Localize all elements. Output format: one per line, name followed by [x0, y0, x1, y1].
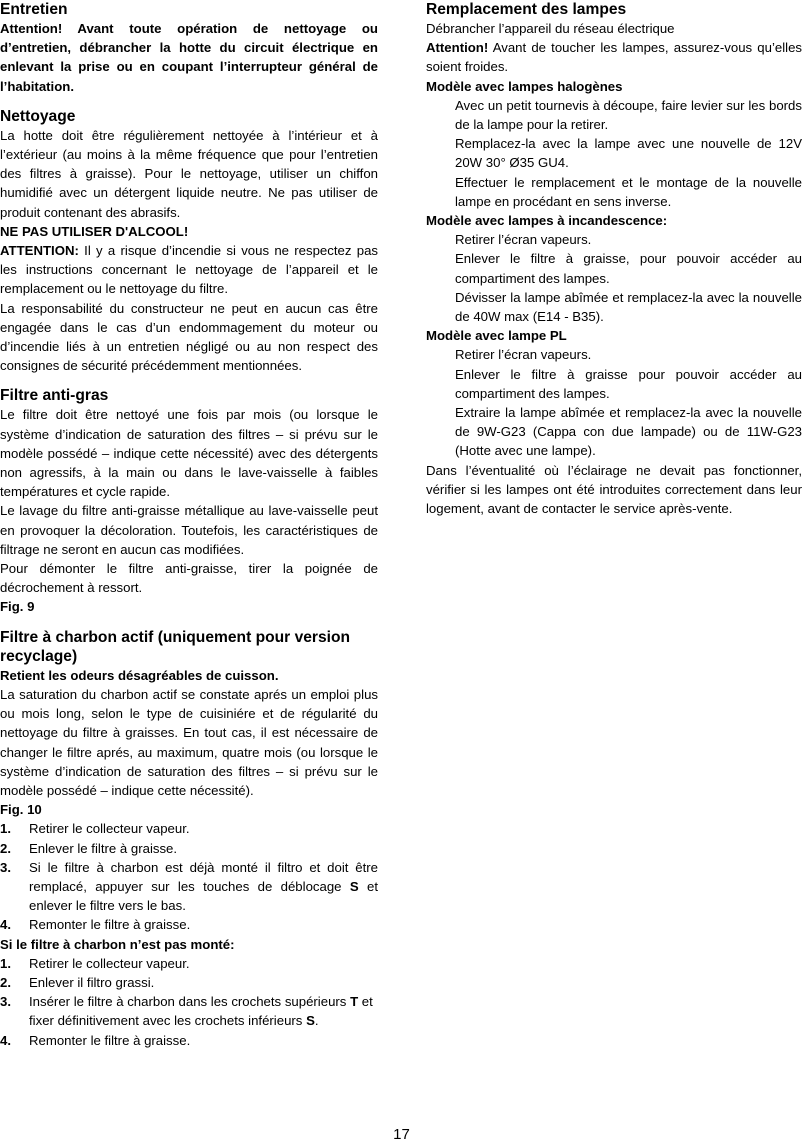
- incandescent-step: Retirer l’écran vapeurs.: [455, 232, 592, 248]
- list-item: [0, 973, 378, 992]
- step-text: Retirer le collecteur vapeur.: [29, 955, 190, 971]
- pl-step: Enlever le filtre à graisse pour pouvoir accéder au compartiment des lampes.: [455, 366, 802, 401]
- step-text: Insérer le filtre à charbon dans les crochets supérieurs T et fixer définitivement avec les crochets inférieurs S.: [29, 994, 373, 1029]
- filtre-gras-p1: Le filtre doit être nettoyé une fois par mois (ou lorsque le système d’indication de saturation des filtres – si prévu sur le modèle possédé – indique cette nécessité) avec des détergents non agressifs, à la main ou dans le lave-vaisselle à faibles températures et cycle rapide.: [0, 407, 378, 500]
- pl-step: Extraire la lampe abîmée et remplacez-la avec la nouvelle de 9W-G23 (Cappa con due lampade) ou de 11W-G23 (Hotte avec une lampe).: [455, 405, 802, 459]
- fig-9-label: Fig. 9: [0, 599, 35, 615]
- left-column: [0, 0, 378, 1050]
- step-number: 3.: [0, 859, 11, 875]
- halogen-step: Avec un petit tournevis à découpe, faire levier sur les bords de la lampe pour la retirer.: [455, 97, 802, 133]
- filtre-gras-p3: Pour démonter le filtre anti-graisse, tirer la poignée de décrochement à ressort.: [0, 561, 378, 596]
- lampes-heading: Remplacement des lampes: [426, 1, 627, 18]
- page-number: 17: [393, 1126, 410, 1143]
- fire-risk-text: Il y a risque d’incendie si vous ne respectez pas les instructions concernant le nettoyage de l’appareil et le remplacement ou le nettoyage du filtre.: [0, 243, 378, 297]
- list-item: [0, 839, 378, 858]
- responsibility-paragraph: La responsabilité du constructeur ne peut en aucun cas être engagée dans le cas d’un endommagement du moteur ou d’incendie liés à un entretien négligé ou au non respect des consignes de sécurité précédemment mentionnées.: [0, 300, 378, 374]
- filtre-charbon-paragraph: La saturation du charbon actif se constate aprés un emploi plus ou mois long, selon le type de cuisiniére et de régularité du nettoyage du filtre à graisses. En tout cas, il est nécessaire de changer le filtre aprés, au maximum, quatre mois (ou lorsque le système d’indication de saturation des filtres – si prévu sur le modèle possédé – indique cette nécessité).: [0, 686, 378, 798]
- attention-label: Attention!: [426, 40, 489, 56]
- step-number: 4.: [0, 1032, 11, 1048]
- pl-heading: Modèle avec lampe PL: [426, 328, 567, 344]
- filtre-charbon-subtitle: Retient les odeurs désagréables de cuisson.: [0, 667, 279, 683]
- lamp-attention-paragraph: [426, 38, 802, 76]
- filtre-gras-p2: Le lavage du filtre anti-graisse métallique au lave-vaisselle peut en provoquer la décoloration. Toutefois, les caractéristiques de filtrage ne seront en aucun cas modifiées.: [0, 503, 378, 557]
- list-item: [0, 1031, 378, 1050]
- halogen-heading: Modèle avec lampes halogènes: [426, 78, 623, 94]
- fig-10-label: Fig. 10: [0, 802, 42, 818]
- list-item: [0, 954, 378, 973]
- lamp-attention-text: Avant de toucher les lampes, assurez-vous qu’elles soient froides.: [426, 40, 802, 75]
- step-number: 4.: [0, 917, 11, 933]
- step-text: Enlever il filtro grassi.: [29, 974, 155, 990]
- step-number: 2.: [0, 974, 11, 990]
- attention-label: ATTENTION:: [0, 243, 79, 259]
- unplug-instruction: Débrancher l’appareil du réseau électrique: [426, 21, 675, 36]
- nettoyage-paragraph: La hotte doit être régulièrement nettoyée à l’intérieur et à l’extérieur (au moins à la même fréquence que pour l’entretien des filtres à graisse). Pour le nettoyage, utiliser un chiffon humidifié avec un détergent liquide neutre. Ne pas utiliser de produit contenant des abrasifs.: [0, 127, 378, 220]
- pl-step: Retirer l’écran vapeurs.: [455, 347, 592, 363]
- right-column: [426, 0, 802, 518]
- step-number: 1.: [0, 821, 11, 837]
- step-text: Remonter le filtre à graisse.: [29, 1032, 191, 1048]
- not-mounted-heading: Si le filtre à charbon n’est pas monté:: [0, 936, 235, 952]
- filtre-gras-heading: Filtre anti-gras: [0, 387, 109, 405]
- step-text: Remonter le filtre à graisse.: [29, 917, 191, 933]
- incandescent-step: Dévisser la lampe abîmée et remplacez-la avec la nouvelle de 40W max (E14 - B35).: [455, 289, 802, 325]
- filtre-charbon-heading: Filtre à charbon actif (uniquement pour version recyclage): [0, 628, 351, 665]
- fire-risk-paragraph: [0, 241, 378, 299]
- list-item: [0, 992, 378, 1030]
- step-number: 3.: [0, 994, 11, 1010]
- nettoyage-heading: Nettoyage: [0, 107, 76, 125]
- halogen-step: Effectuer le remplacement et le montage de la nouvelle lampe en procédant en sens inverse.: [455, 174, 802, 209]
- list-item: [0, 858, 378, 916]
- step-text: Enlever le filtre à graisse.: [29, 840, 178, 856]
- incandescent-step: Enlever le filtre à graisse, pour pouvoir accéder au compartiment des lampes.: [455, 251, 802, 286]
- step-number: 1.: [0, 955, 11, 971]
- step-text: Retirer le collecteur vapeur.: [29, 821, 190, 837]
- list-item: [0, 819, 378, 838]
- lamp-final-paragraph: Dans l’éventualité où l’éclairage ne devait pas fonctionner, vérifier si les lampes ont été introduites correctement dans leur logement, avant de contacter le service après-vente.: [426, 462, 802, 517]
- halogen-step: Remplacez-la avec la lampe avec une nouvelle de 12V 20W 30° Ø35 GU4.: [455, 136, 802, 171]
- step-number: 2.: [0, 840, 11, 856]
- entretien-warning: Attention! Avant toute opération de nettoyage ou d’entretien, débrancher la hotte du circuit électrique en enlevant la prise ou en coupant l’interrupteur général de l’habitation.: [0, 21, 378, 94]
- entretien-heading: Entretien: [0, 1, 68, 18]
- list-item: [0, 915, 378, 934]
- step-text: Si le filtre à charbon est déjà monté il filtro et doit être remplacé, appuyer sur les touches de déblocage S et enlever le filtre vers le bas.: [29, 859, 378, 914]
- no-alcohol-warning: NE PAS UTILISER D'ALCOOL!: [0, 223, 189, 239]
- incandescent-heading: Modèle avec lampes à incandescence:: [426, 213, 668, 229]
